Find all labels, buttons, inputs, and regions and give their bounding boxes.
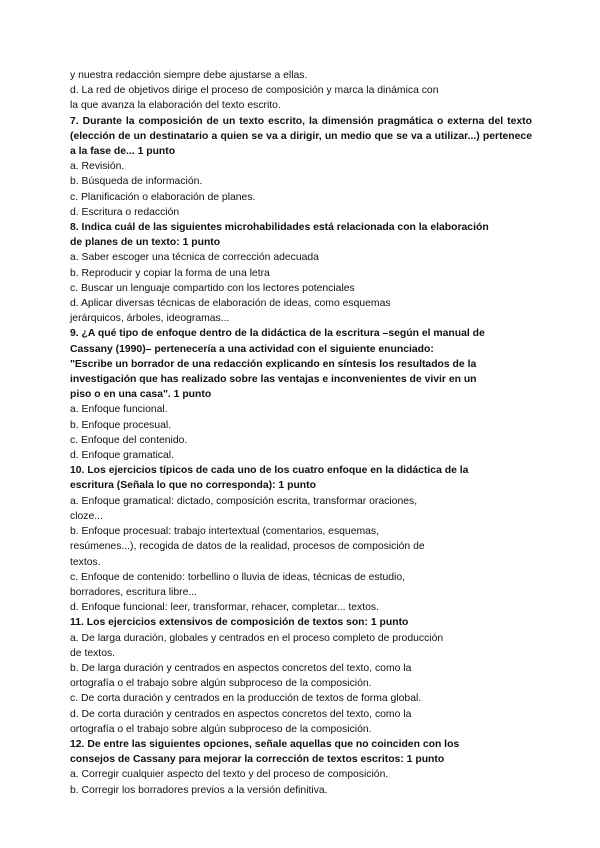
answer-option-text: borradores, escritura libre...	[70, 586, 198, 598]
question-text: consejos de Cassany para mejorar la corrección de textos escritos: 1 punto	[70, 754, 445, 766]
answer-option-text: a. Corregir cualquier aspecto del texto y del proceso de composición.	[70, 769, 389, 781]
question-text: 8. Indica cuál de las siguientes microhabilidades está relacionada con la elaboración	[70, 222, 489, 234]
answer-option-text: a. Revisión.	[70, 161, 125, 173]
answer-option-text: a. Saber escoger una técnica de corrección adecuada	[70, 252, 319, 264]
answer-option-text: d. Aplicar diversas técnicas de elaboración de ideas, como esquemas	[70, 298, 391, 310]
answer-option-text: b. Reproducir y copiar la forma de una letra	[70, 267, 270, 279]
answer-option-text: jerárquicos, árboles, ideogramas...	[70, 313, 230, 325]
answer-option-text: c. Enfoque del contenido.	[70, 434, 188, 446]
answer-option-text: b. Enfoque procesual.	[70, 419, 172, 431]
answer-option-text: d. De corta duración y centrados en aspectos concretos del texto, como la	[70, 708, 412, 720]
question-text: 9. ¿A qué tipo de enfoque dentro de la didáctica de la escritura –según el manual de	[70, 328, 485, 340]
answer-option-text: resúmenes...), recogida de datos de la realidad, procesos de composición de	[70, 541, 425, 553]
answer-option-text: a. Enfoque gramatical: dictado, composición escrita, transformar oraciones,	[70, 495, 418, 507]
answer-option-text: ortografía o el trabajo sobre algún subproceso de la composición.	[70, 678, 372, 690]
answer-option-text: b. Enfoque procesual: trabajo intertextual (comentarios, esquemas,	[70, 526, 380, 538]
answer-option-text: d. Enfoque gramatical.	[70, 450, 174, 462]
answer-option-text: c. De corta duración y centrados en la producción de textos de forma global.	[70, 693, 422, 705]
answer-option-text: c. Buscar un lenguaje compartido con los lectores potenciales	[70, 282, 355, 294]
answer-option-text: de textos.	[70, 647, 116, 659]
answer-option-text: b. De larga duración y centrados en aspectos concretos del texto, como la	[70, 662, 412, 674]
answer-option-text: b. Corregir los borradores previos a la versión definitiva.	[70, 784, 328, 796]
answer-option-text: a. Enfoque funcional.	[70, 404, 168, 416]
answer-option-text: y nuestra redacción siempre debe ajustarse a ellas.	[70, 70, 308, 81]
answer-option-text: a. De larga duración, globales y centrados en el proceso completo de producción	[70, 632, 444, 644]
answer-option-text: c. Enfoque de contenido: torbellino o lluvia de ideas, técnicas de estudio,	[70, 571, 406, 583]
question-text: escritura (Señala lo que no corresponda): 1 punto	[70, 480, 316, 492]
answer-option-text: textos.	[70, 556, 101, 568]
question-text: 7. Durante la composición de un texto escrito, la dimensión pragmática o externa del texto (elección de un destinatario a quien se va a dirigir, un medio que se va a utilizar...) pertenece a la fase de... 1 punto	[70, 115, 532, 158]
question-text: investigación que has realizado sobre las ventajas e inconvenientes de vivir en un	[70, 374, 477, 386]
answer-option-text: d. La red de objetivos dirige el proceso de composición y marca la dinámica con	[70, 85, 439, 97]
answer-option-text: d. Escritura o redacción	[70, 206, 180, 218]
question-text: Cassany (1990)– pertenecería a una actividad con el siguiente enunciado:	[70, 343, 434, 355]
answer-option-text: ortografía o el trabajo sobre algún subproceso de la composición.	[70, 723, 372, 735]
answer-option-text: c. Planificación o elaboración de planes.	[70, 191, 256, 203]
question-text: de planes de un texto: 1 punto	[70, 237, 221, 249]
question-text: 11. Los ejercicios extensivos de composición de textos son: 1 punto	[70, 617, 409, 629]
question-text: piso o en una casa". 1 punto	[70, 389, 212, 401]
question-text: 12. De entre las siguientes opciones, señale aquellas que no coinciden con los	[70, 738, 460, 750]
question-text: "Escribe un borrador de una redacción explicando en síntesis los resultados de la	[70, 358, 477, 370]
question-text: 10. Los ejercicios típicos de cada uno de los cuatro enfoque en la didáctica de la	[70, 465, 469, 477]
answer-option-text: cloze...	[70, 510, 103, 522]
answer-option-text: d. Enfoque funcional: leer, transformar, rehacer, completar... textos.	[70, 602, 379, 614]
answer-option-text: la que avanza la elaboración del texto escrito.	[70, 100, 281, 112]
document-body	[70, 68, 532, 798]
answer-option-text: b. Búsqueda de información.	[70, 176, 203, 188]
